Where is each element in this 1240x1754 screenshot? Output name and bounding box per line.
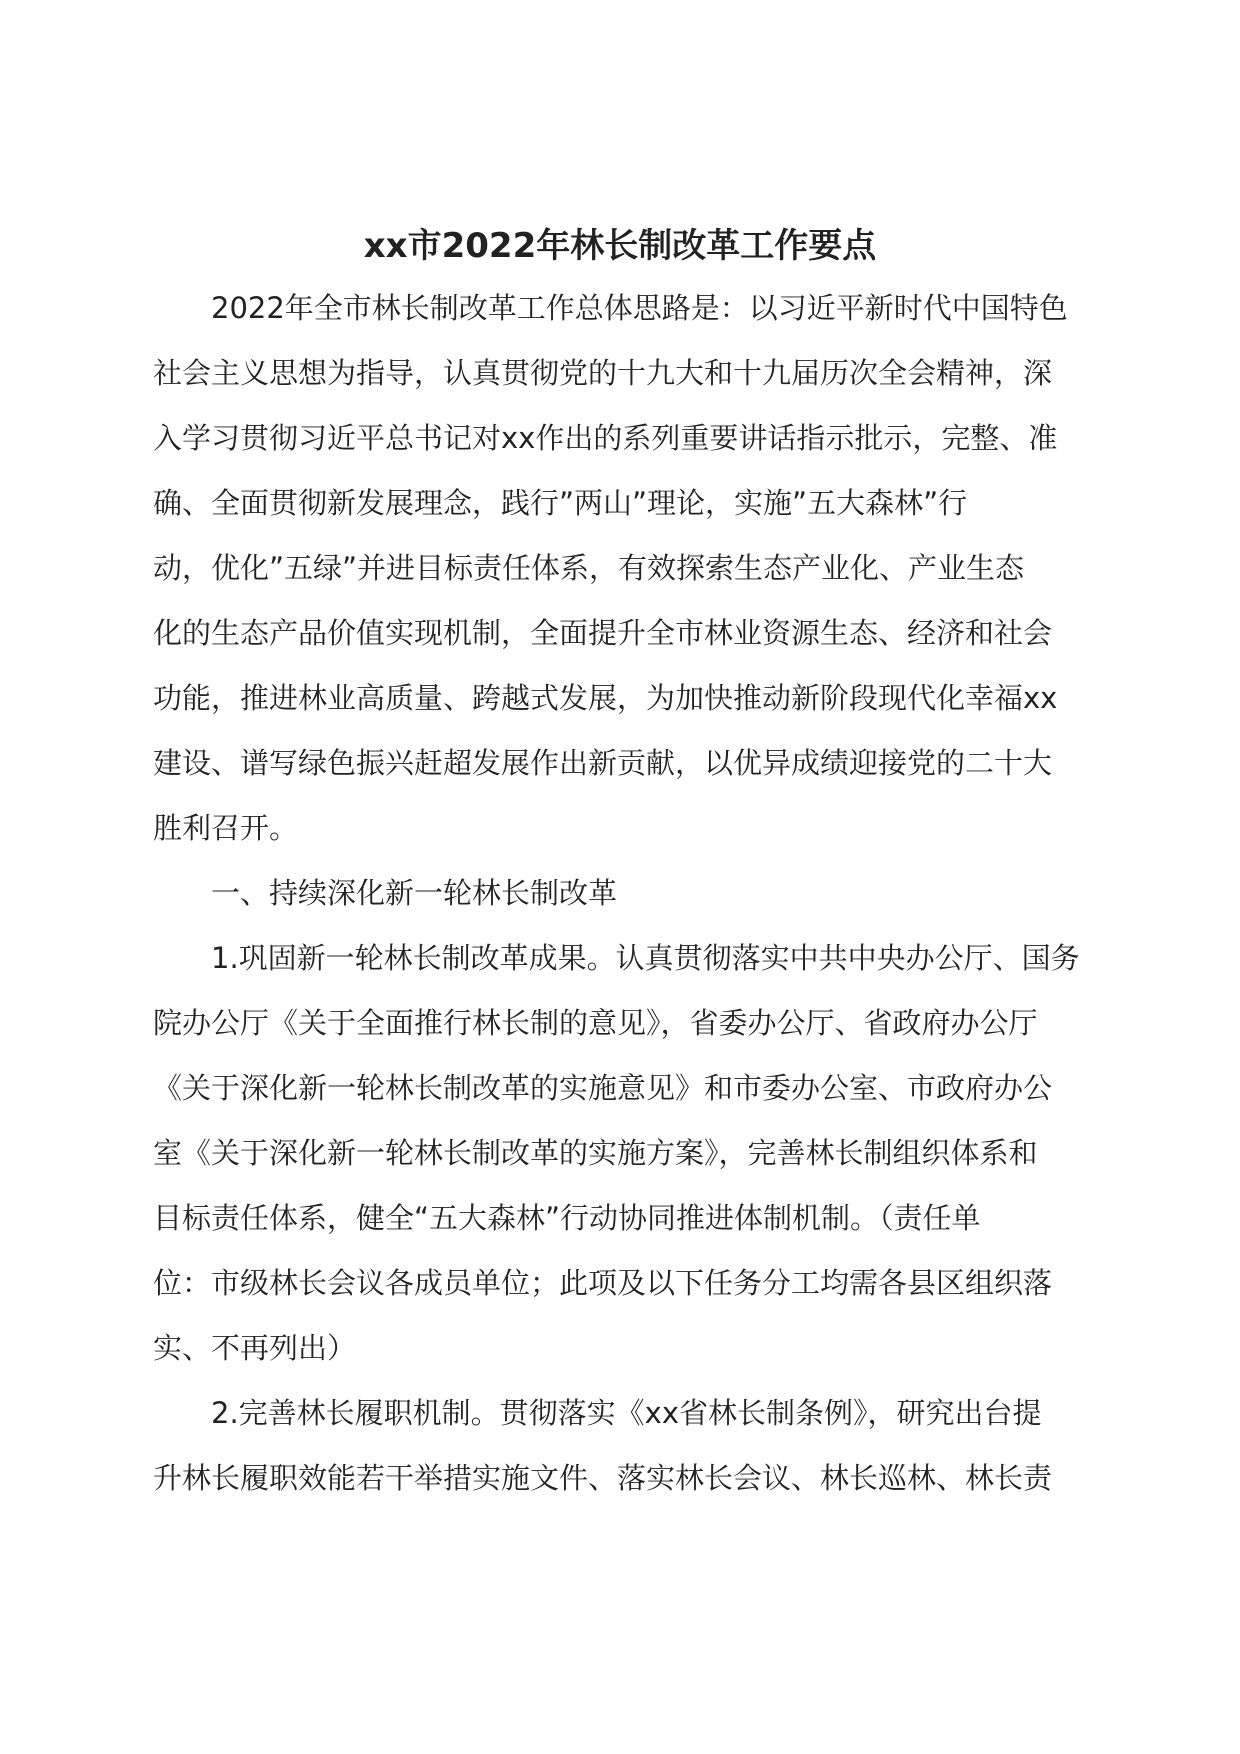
document-title: xx市2022年林长制改革工作要点 — [363, 226, 877, 266]
paragraph-line: 位：市级林长会议各成员单位；此项及以下任务分工均需各县区组织落 — [153, 1266, 1053, 1300]
paragraph-line: 社会主义思想为指导，认真贯彻党的十九大和十九届历次全会精神，深 — [153, 356, 1053, 390]
paragraph-line: 胜利召开。 — [153, 811, 299, 845]
paragraph-line: 化的生态产品价值实现机制，全面提升全市林业资源生态、经济和社会 — [153, 616, 1053, 650]
paragraph-line: 《关于深化新一轮林长制改革的实施意见》和市委办公室、市政府办公 — [153, 1071, 1053, 1105]
paragraph-line: 确、全面贯彻新发展理念，践行”两山”理论，实施”五大森林”行 — [153, 486, 968, 520]
paragraph-line: 升林长履职效能若干举措实施文件、落实林长会议、林长巡林、林长责 — [153, 1461, 1053, 1495]
paragraph-line: 目标责任体系，健全“五大森林”行动协同推进体制机制。（责任单 — [153, 1201, 981, 1235]
paragraph-line: 1.巩固新一轮林长制改革成果。认真贯彻落实中共中央办公厅、国务 — [211, 941, 1080, 975]
paragraph-line: 2022年全市林长制改革工作总体思路是：以习近平新时代中国特色 — [211, 291, 1068, 325]
paragraph-line: 动，优化”五绿”并进目标责任体系，有效探索生态产业化、产业生态 — [153, 551, 1025, 585]
document-body — [153, 276, 1087, 1511]
paragraph-line: 室《关于深化新一轮林长制改革的实施方案》，完善林长制组织体系和 — [153, 1136, 1038, 1170]
paragraph-line: 院办公厅《关于全面推行林长制的意见》，省委办公厅、省政府办公厅 — [153, 1006, 1038, 1040]
paragraph-line: 实、不再列出） — [153, 1331, 357, 1365]
paragraph-line: 入学习贯彻习近平总书记对xx作出的系列重要讲话指示批示，完整、准 — [153, 421, 1058, 455]
section-heading: 一、持续深化新一轮林长制改革 — [211, 876, 618, 910]
paragraph-line: 2.完善林长履职机制。贯彻落实《xx省林长制条例》，研究出台提 — [211, 1396, 1042, 1430]
paragraph-line: 建设、谱写绿色振兴赶超发展作出新贡献，以优异成绩迎接党的二十大 — [153, 746, 1053, 780]
paragraph-line: 功能，推进林业高质量、跨越式发展，为加快推动新阶段现代化幸福xx — [153, 681, 1058, 715]
